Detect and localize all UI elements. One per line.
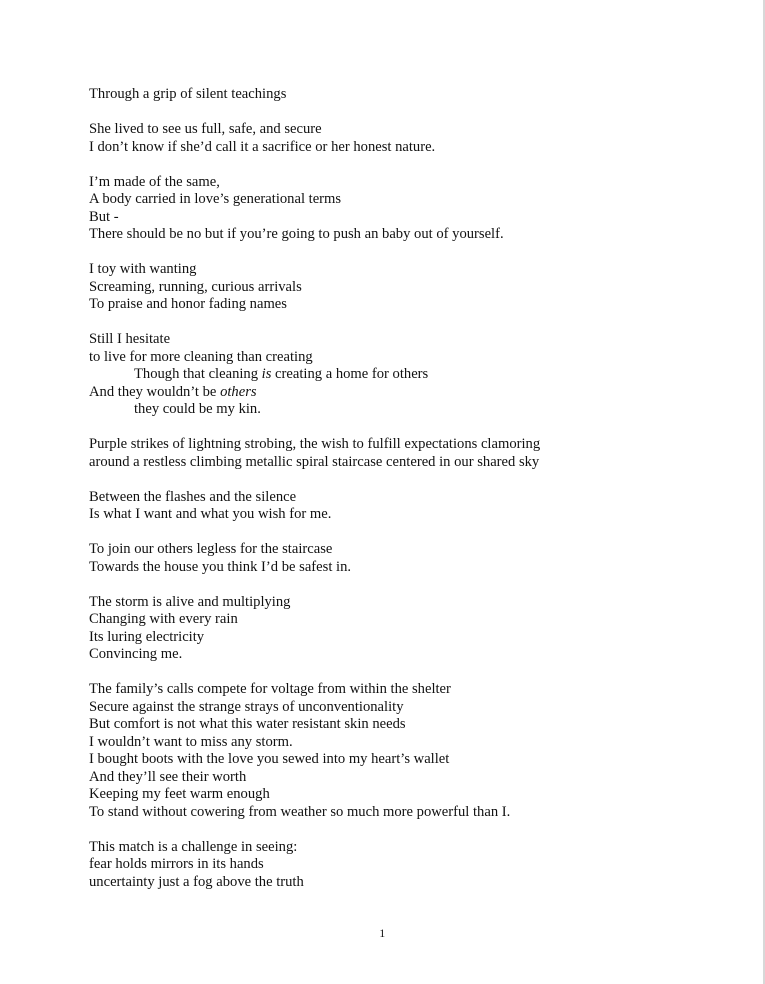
poem-line: Towards the house you think I’d be safest in.	[89, 558, 352, 575]
poem-line: Is what I want and what you wish for me.	[89, 506, 332, 522]
emphasized-word: others	[220, 383, 257, 400]
poem-line: This match is a challenge in seeing:	[89, 838, 298, 855]
poem-line: To join our others legless for the staircase	[89, 541, 333, 557]
stanza-break	[89, 664, 729, 682]
emphasized-word: is	[261, 366, 272, 382]
poem-line: Its luring electricity	[89, 628, 205, 645]
line-text: creating a home for others	[271, 366, 429, 382]
poem-line: The family’s calls compete for voltage from within the shelter	[89, 681, 451, 697]
page-number: 1	[379, 926, 386, 940]
stanza-break	[89, 576, 729, 594]
poem-line: Convincing me.	[89, 646, 183, 662]
line-text: And they wouldn’t be	[89, 383, 221, 400]
poem-line: She lived to see us full, safe, and secure	[89, 121, 322, 137]
poem-body	[89, 86, 729, 891]
poem-line: A body carried in love’s generational terms	[89, 191, 342, 207]
poem-line: fear holds mirrors in its hands	[89, 856, 264, 872]
stanza-break	[89, 524, 729, 542]
poem-line: Between the flashes and the silence	[89, 488, 297, 505]
poem-line	[89, 384, 729, 402]
stanza-break	[89, 471, 729, 489]
poem-line-indented	[89, 366, 729, 384]
poem-line: Secure against the strange strays of unconventionality	[89, 698, 404, 715]
stanza-break	[89, 419, 729, 437]
poem-line: Screaming, running, curious arrivals	[89, 278, 302, 295]
poem-line: uncertainty just a fog above the truth	[89, 873, 304, 890]
poem-line: around a restless climbing metallic spiral staircase centered in our shared sky	[89, 453, 540, 470]
poem-line: There should be no but if you’re going to push an baby out of yourself.	[89, 226, 504, 242]
poem-line: I don’t know if she’d call it a sacrifice or her honest nature.	[89, 138, 436, 155]
poem-line: To praise and honor fading names	[89, 296, 287, 312]
poem-line: to live for more cleaning than creating	[89, 348, 313, 365]
poem-line: I’m made of the same,	[89, 173, 220, 190]
poem-line: And they’ll see their worth	[89, 768, 247, 785]
stanza-break	[89, 821, 729, 839]
line-text: Though that cleaning	[134, 366, 262, 382]
poem-line: Keeping my feet warm enough	[89, 786, 270, 802]
stanza-break	[89, 314, 729, 332]
poem-line: Through a grip of silent teachings	[89, 86, 287, 102]
poem-line: But comfort is not what this water resistant skin needs	[89, 716, 406, 732]
poem-line: Purple strikes of lightning strobing, the wish to fulfill expectations clamoring	[89, 436, 541, 452]
poem-line: I bought boots with the love you sewed into my heart’s wallet	[89, 751, 450, 767]
poem-line: I wouldn’t want to miss any storm.	[89, 733, 293, 750]
poem-line: To stand without cowering from weather so much more powerful than I.	[89, 803, 511, 820]
poem-line: Still I hesitate	[89, 331, 171, 347]
poem-line: But -	[89, 208, 119, 225]
stanza-break	[89, 104, 729, 122]
stanza-break	[89, 156, 729, 174]
poem-line: The storm is alive and multiplying	[89, 593, 291, 610]
poem-line: I toy with wanting	[89, 261, 197, 277]
poem-line-indented: they could be my kin.	[134, 401, 261, 417]
poem-line: Changing with every rain	[89, 611, 238, 627]
stanza-break	[89, 244, 729, 262]
